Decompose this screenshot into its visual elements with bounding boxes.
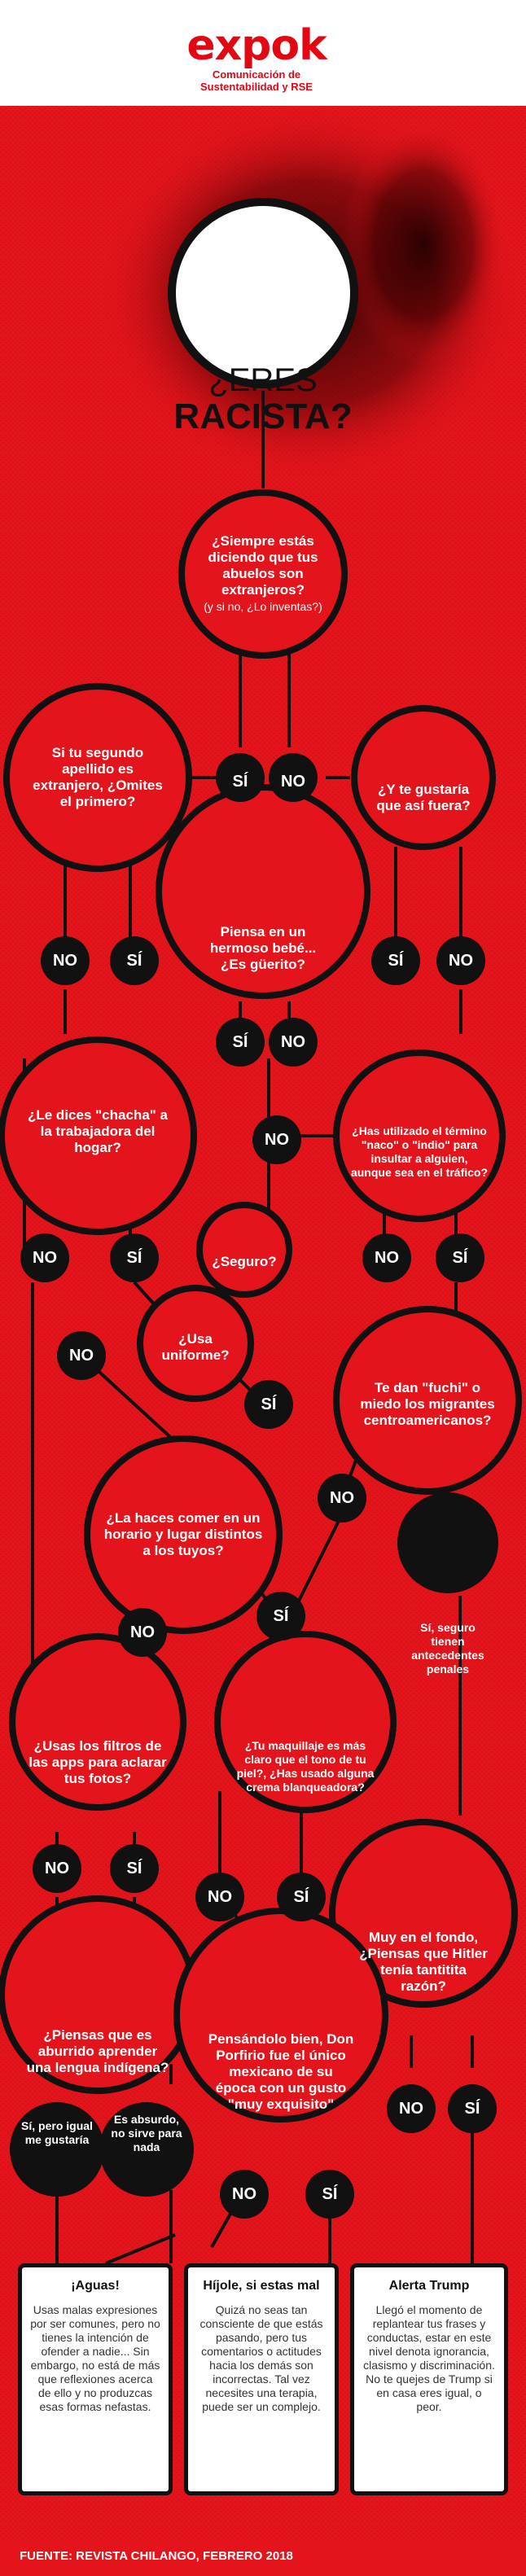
answer-yes: SÍ [126,951,142,970]
question-meal-time: ¿La haces comer en un horario y lugar distintos a los tuyos? [103,1510,263,1558]
answer-yes: SÍ [464,2099,480,2118]
answer-no: NO [53,951,77,970]
answer-no: NO [449,951,473,970]
question-naco-indio: ¿Has utilizado el término "naco" o "indio" para insultar a alguien, aunque sea en el tráfico? [350,1124,489,1179]
answer-yes: SÍ [126,1248,142,1267]
answer-yes: SÍ [232,772,248,791]
question-wish-foreign: ¿Y te gustaría que así fuera? [376,782,471,813]
answer-no: NO [45,1859,69,1877]
header [0,0,526,106]
brand-name: expok [186,21,327,70]
result-title: Híjole, si estas mal [203,2279,320,2293]
answer-no: NO [33,1248,57,1267]
question-indigenous-language: ¿Piensas que es aburrido aprender una lengua indígena? [26,2027,169,2075]
question-makeup: ¿Tu maquillaje es más claro que el tono de tu piel?, ¿Has usado alguna crema blanqueadora? [236,1739,375,1794]
answer-no: NO [281,1032,305,1051]
result-box-hijole [184,2263,339,2495]
flowchart-poster [0,106,526,2540]
reply-absurd: Es absurdo, no sirve para nada [111,2112,182,2153]
brand-logo [175,23,338,93]
reply-would-like: Sí, pero igual me gustaría [21,2119,93,2146]
answer-no: NO [281,772,305,791]
result-text: Usas malas expresiones por ser comunes, pero no tienes la intención de ofender a nadie... Sin embargo, no está de más que reflexiones acerca de ello y no produzcas esas formas nefastas. [30,2303,160,2413]
title-line-1: ¿ERES [208,362,318,398]
reply-criminal-record: Sí, seguro tienen antecedentes penales [411,1621,484,1676]
question-filters: ¿Usas los filtros de las apps para aclarar tus fotos? [28,1738,167,1786]
result-title: ¡Aguas! [71,2279,120,2293]
question-sure: ¿Seguro? [212,1254,277,1269]
answer-no: NO [69,1346,94,1365]
question-grandparents: ¿Siempre estás diciendo que tus abuelos son extranjeros? (y si no, ¿Lo inventas?) [204,533,322,613]
question-chacha: ¿Le dices "chacha" a la trabajadora del hogar? [27,1107,169,1155]
answer-no: NO [399,2099,423,2118]
result-box-aguas [18,2263,173,2495]
question-uniform: ¿Usa uniforme? [161,1331,230,1363]
answer-no: NO [265,1130,289,1149]
answer-yes: SÍ [232,1032,248,1051]
answer-no: NO [232,2184,256,2203]
answer-no: NO [208,1887,232,1906]
answer-yes: SÍ [322,2184,338,2203]
answer-yes: SÍ [273,1606,289,1625]
answer-no: NO [130,1623,155,1641]
title [173,313,353,484]
answer-yes: SÍ [126,1859,142,1877]
answer-yes: SÍ [388,951,404,970]
answer-no: NO [330,1488,354,1507]
brand-tagline: Comunicación de Sustentabilidad y RSE [200,68,313,93]
result-box-trump [350,2263,508,2495]
question-porfirio: Pensándolo bien, Don Porfirio fue el único mexicano de su época con un gusto "muy exquisito" [208,2031,354,2112]
result-title: Alerta Trump [388,2279,470,2293]
title-line-2: RACISTA? [173,396,353,436]
question-surname: Si tu segundo apellido es extranjero, ¿Omites el primero? [33,745,163,809]
question-hitler: Muy en el fondo, ¿Piensas que Hitler tenía tantitita razón? [359,1930,488,1994]
answer-yes: SÍ [293,1887,309,1906]
answer-yes: SÍ [452,1248,468,1267]
answer-yes: SÍ [261,1395,277,1413]
source-credit: FUENTE: REVISTA CHILANGO, FEBRERO 2018 [20,2549,293,2563]
answer-no: NO [375,1248,399,1267]
question-baby: Piensa en un hermoso bebé... ¿Es güerito? [209,924,317,972]
question-migrants: Te dan "fuchi" o miedo los migrantes centroamericanos? [360,1380,495,1428]
footer [0,2540,526,2576]
result-text: Quizá no seas tan consciente de que estás pasando, pero tus comentarios o actitudes hacia los demás son incorrectas. Tal vez necesites una terapia, puede ser un complejo. [199,2303,323,2413]
ink-splatter [342,122,505,366]
result-text: Llegó el momento de replantear tus frases y conductas, estar en este nivel denota ignorancia, clasismo y discriminación. No te quejes de Trump si en casa eres igual, o peor. [363,2303,495,2413]
